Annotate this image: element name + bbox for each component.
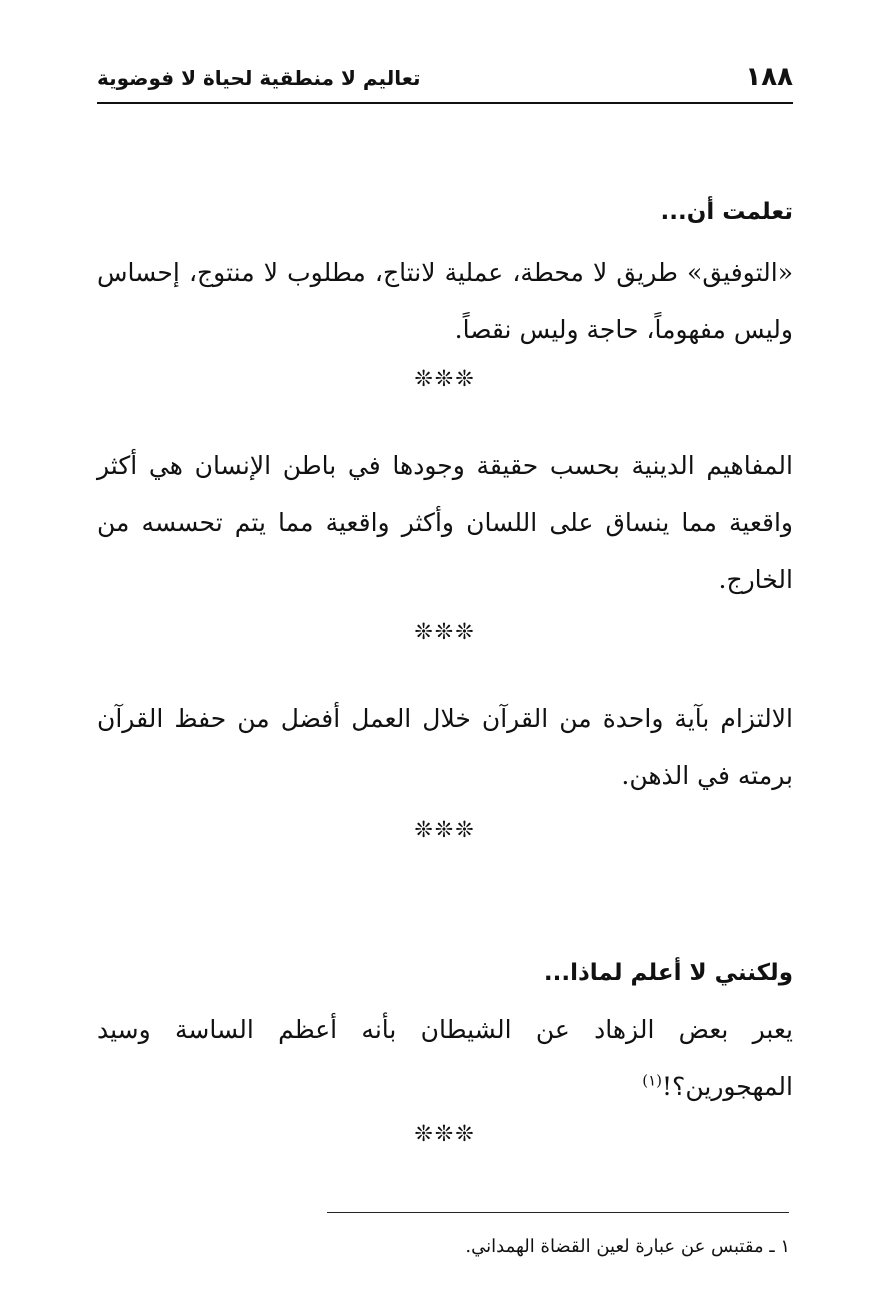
section-heading: ولكنني لا أعلم لماذا... <box>543 960 793 986</box>
paragraph: الالتزام بآية واحدة من القرآن خلال العمل أفضل من حفظ القرآن برمته في الذهن. <box>97 704 793 790</box>
section-4 <box>97 953 793 1115</box>
separator-4 <box>97 1120 793 1150</box>
paragraph: المفاهيم الدينية بحسب حقيقة وجودها في باطن الإنسان هي أكثر واقعية مما ينساق على اللسان وأكثر واقعية مما يتم تحسسه من الخارج. <box>97 451 793 594</box>
separator-3 <box>97 816 793 846</box>
separator-stars: ❊❊❊ <box>414 1122 476 1147</box>
page-number: ١٨٨ <box>745 62 793 92</box>
section-3 <box>97 690 793 804</box>
separator-2 <box>97 618 793 648</box>
footnote: ١ ـ مقتبس عن عبارة لعين القضاة الهمداني. <box>465 1236 790 1257</box>
separator-stars: ❊❊❊ <box>414 620 476 645</box>
paragraph <box>97 1001 793 1115</box>
separator-stars: ❊❊❊ <box>414 818 476 843</box>
footnote-marker: (١) <box>642 1071 663 1090</box>
section-1 <box>97 192 793 358</box>
section-heading: تعلمت أن... <box>660 199 793 225</box>
separator-stars: ❊❊❊ <box>414 367 476 392</box>
running-title: تعاليم لا منطقية لحياة لا فوضوية <box>97 66 421 90</box>
section-2 <box>97 437 793 608</box>
separator-1 <box>97 365 793 395</box>
running-header <box>97 58 793 104</box>
footnote-divider <box>327 1212 789 1213</box>
paragraph: «التوفيق» طريق لا محطة، عملية لانتاج، مطلوب لا منتوج، إحساس وليس مفهوماً، حاجة وليس نقصاً. <box>97 258 793 344</box>
paragraph-text: يعبر بعض الزهاد عن الشيطان بأنه أعظم الساسة وسيد المهجورين؟! <box>97 1015 793 1101</box>
